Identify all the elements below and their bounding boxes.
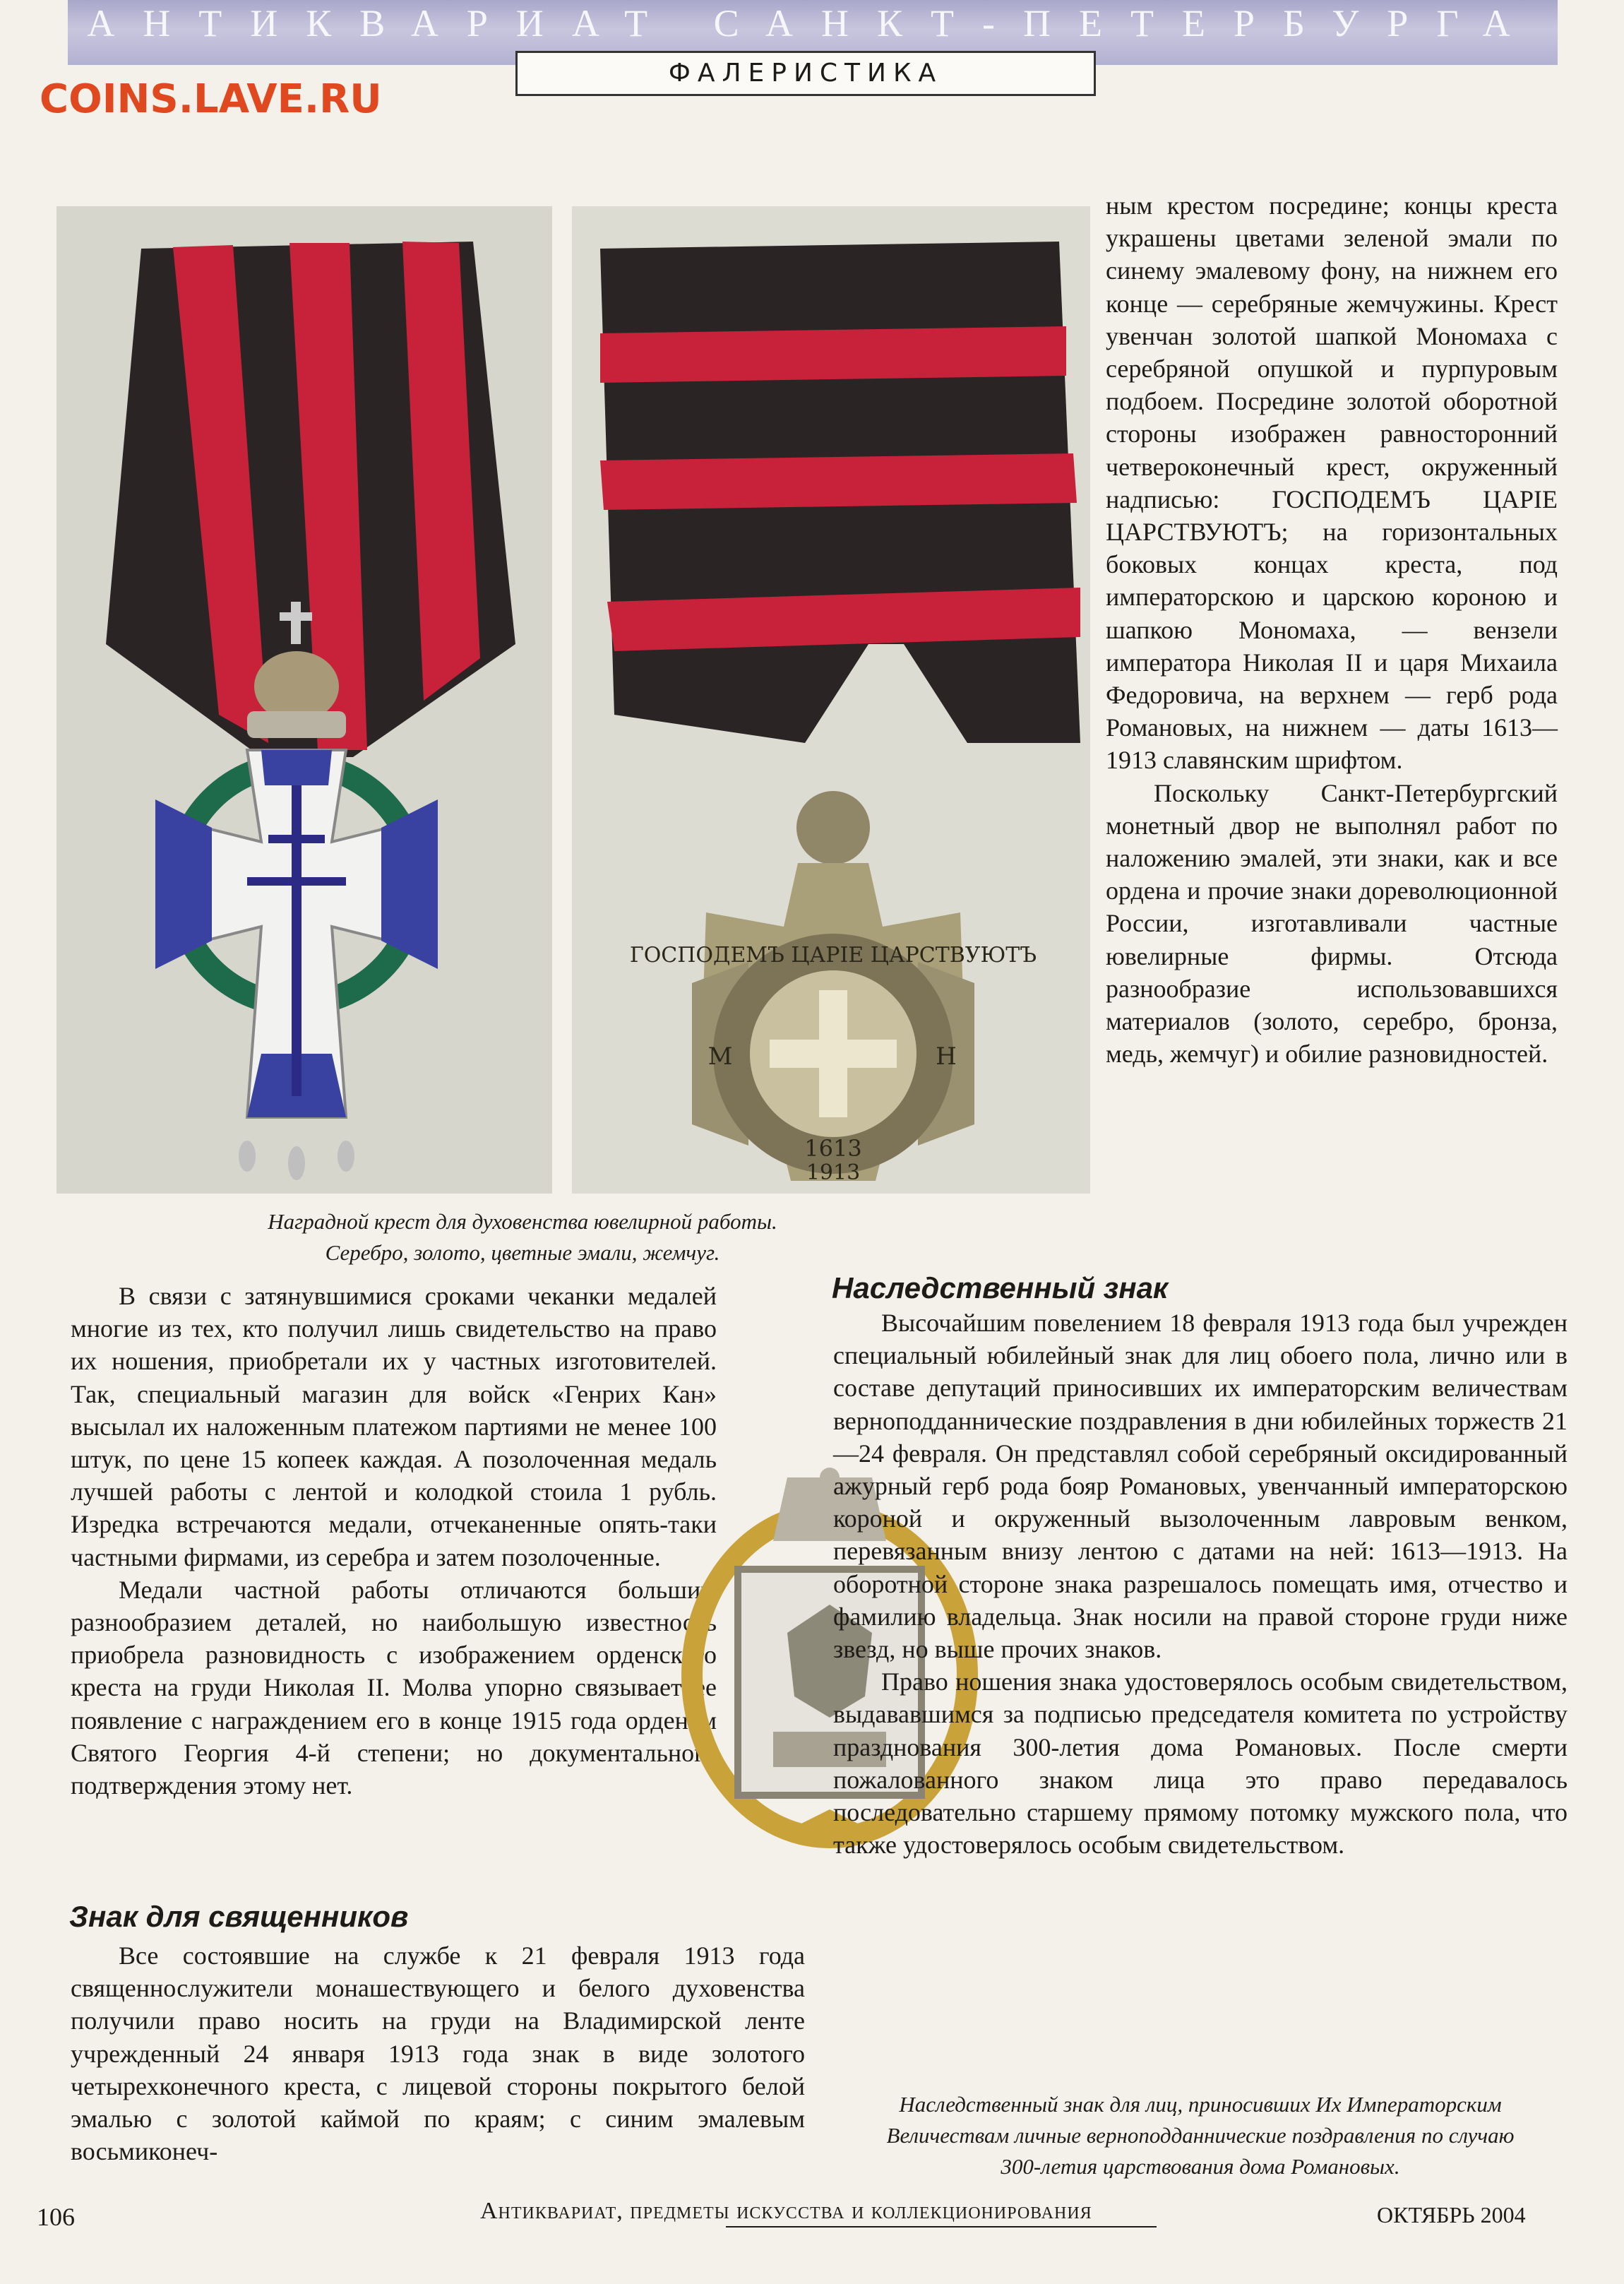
cross-caption-line: Наградной крест для духовенства ювелирной работы.: [268, 1209, 777, 1234]
badge-caption-line: Наследственный знак для лиц, приносивших Их Императорским: [899, 2092, 1502, 2117]
cross-obverse-image: [56, 206, 552, 1194]
issue-date: ОКТЯБРЬ 2004: [1377, 2202, 1526, 2228]
body-paragraph: В связи с затянувшимися сроками чеканки медалей многие из тех, кто получил лишь свидетельство на право их ношения, приобретали их у частных изготовителей. Так, специальный магазин для войск «Генрих Кан» высылал их наложенным платежом партиями не менее 100 штук, по цене 15 копеек каждая. А позолоченная медаль лучшей работы с лентой и колодкой стоила 1 рубль. Изредка встречаются медали, отчеканенные опять-таки частными фирмами, из серебра и затем позолоченные.: [71, 1282, 717, 1571]
body-paragraph: Поскольку Санкт-Петербургский монетный двор не выполнял работ по наложению эмалей, эти знаки, как и все ордена и прочие знаки дореволюционной России, изготавливали частные ювелирные фирмы. Отсюда разнообразие использовавшихся материалов (золото, серебро, бронза, медь, жемчуг) и обилие разновидностей.: [1106, 778, 1558, 1069]
section-heading-hereditary: Наследственный знак: [832, 1271, 1169, 1304]
magazine-title: Антиквариат, предметы искусства и коллекционирования: [480, 2198, 1092, 2224]
middle-column: [833, 1307, 1568, 1861]
badge-caption-line: Величествам личные верноподданнические поздравления по случаю: [886, 2123, 1515, 2148]
badge-caption-line: 300-летия царствования дома Романовых.: [1001, 2154, 1400, 2179]
cross-caption: [127, 1206, 918, 1268]
reverse-inscription: ГОСПОДЕМЪ ЦАРІЕ ЦАРСТВУЮТЪ: [629, 943, 1037, 968]
body-paragraph: Все состоявшие на службе к 21 февраля 1913 года священнослужители монашествующего и белого духовенства получили право носить на груди на Владимирской ленте учрежденный 24 января 1913 года знак в виде золотого четырехконечного креста, с лицевой стороны покрытого белой эмалью с золотой каймой по краям; с синим эмалевым восьмиконеч-: [71, 1941, 805, 2166]
reverse-date-1: 1613: [804, 1135, 862, 1162]
right-column: [1106, 189, 1558, 1070]
cross-reverse-image: [572, 206, 1090, 1194]
ribbon-reverse: [600, 242, 1080, 743]
left-column-lower: [71, 1939, 805, 2167]
masthead-title: АНТИКВАРИАТ САНКТ-ПЕТЕРБУРГА: [87, 2, 1539, 44]
reverse-date-2: 1913: [806, 1160, 861, 1185]
cross-caption-line: Серебро, золото, цветные эмали, жемчуг.: [325, 1240, 720, 1265]
section-heading-priests: Знак для священников: [69, 1900, 409, 1933]
footer-rule: [726, 2226, 1157, 2228]
body-paragraph: Медали частной работы отличаются большим разнообразием деталей, но наибольшую известность приобрела разновидность с изображением орденского креста на груди Николая II. Молва упорно связывает ее появление с награждением его в конце 1915 года орденом Святого Георгия 4-й степени; но документального подтверждения этому нет.: [71, 1575, 717, 1800]
body-paragraph: Высочайшим повелением 18 февраля 1913 года был учрежден специальный юбилейный знак для лиц обоего пола, лично или в составе депутаций приносивших их императорским величествам верноподданнические поздравления в дни юбилейных торжеств 21—24 февраля. Он представлял собой серебряный оксидированный ажурный герб рода бояр Романовых, увенчанный императорскою короной и окруженный вызолоченным лавровым венком, перевязанным внизу лентою с датами на ней: 1613—1913. На оборотной стороне знака разрешалось помещать имя, отчество и фамилию владельца. Знак носили на правой стороне груди ниже звезд, но выше прочих знаков.: [833, 1309, 1568, 1664]
photo-cross-reverse: [572, 206, 1090, 1194]
watermark: COINS.LAVE.RU: [40, 76, 382, 122]
left-column-upper: [71, 1280, 717, 1802]
photo-cross-obverse: [56, 206, 552, 1194]
page-number: 106: [37, 2203, 75, 2231]
section-label: ФАЛЕРИСТИКА: [515, 51, 1096, 96]
monogram-left: М: [707, 1042, 733, 1071]
badge-caption: [833, 2089, 1568, 2182]
body-paragraph: ным крестом посредине; концы креста украшены цветами зеленой эмали по синему эмалевому фону, на нижнем его конце — серебряные жемчужины. Крест увенчан золотой шапкой Мономаха с серебряной опушкой и пурпуровым подбоем. Посредине золотой оборотной стороны изображен равносторонний четвероконечный крест, окруженный надписью: ГОСПОДЕМЪ ЦАРІЕ ЦАРСТВУЮТЪ; на горизонтальных боковых концах креста, под императорскою и царскою короною и шапкою Мономаха, — вензели императора Николая II и царя Михаила Федоровича, на верхнем — герб рода Романовых, на нижнем — даты 1613—1913 славянским шрифтом.: [1106, 191, 1558, 775]
monogram-right: Н: [936, 1042, 957, 1071]
body-paragraph: Право ношения знака удостоверялось особым свидетельством, выдававшимся за подписью председателя комитета по устройству празднования 300-летия дома Романовых. После смерти пожалованного знаком лица это право передавалось последовательно старшему прямому потомку мужского пола, что также удостоверялось особым свидетельством.: [833, 1667, 1568, 1860]
